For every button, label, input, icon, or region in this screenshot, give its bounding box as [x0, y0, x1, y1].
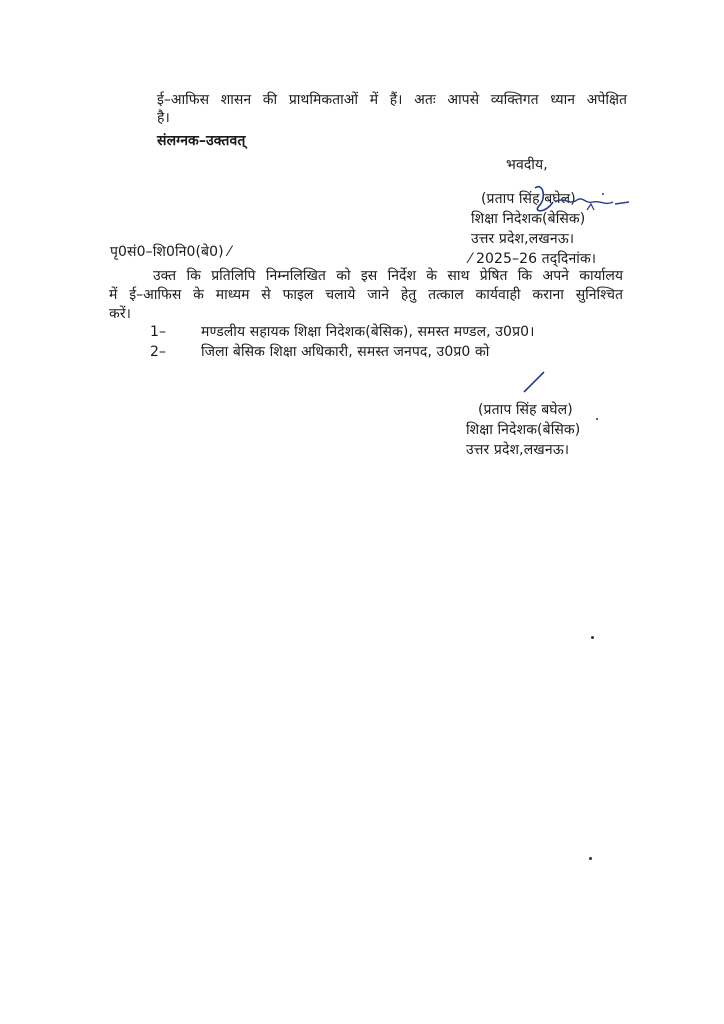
salutation: भवदीय, [506, 157, 548, 173]
endorsement-paragraph-line-3: करें। [109, 306, 132, 322]
handwritten-signature-1 [525, 180, 635, 230]
body-paragraph-line-2: है। [157, 110, 170, 126]
reference-year-date: ⁄ 2025–26 तद्‌दिनांक। [469, 251, 597, 267]
signatory-location-1: उत्तर प्रदेश,लखनऊ। [471, 231, 575, 247]
signatory-location-2: उत्तर प्रदेश,लखनऊ। [466, 442, 570, 458]
recipient-text-2: जिला बेसिक शिक्षा अधिकारी, समस्त जनपद, उ0प्र0 को [201, 344, 490, 360]
signatory-designation-1: शिक्षा निदेशक(बेसिक) [471, 211, 586, 227]
recipient-number-2: 2– [150, 344, 167, 360]
enclosure-label: संलग्नक–उक्तवत् [157, 133, 246, 149]
endorsement-paragraph-line-1: उक्त कि प्रतिलिपि निम्नलिखित को इस निर्देश के साथ प्रेषित कि अपने कार्यालय [153, 268, 623, 284]
reference-number: पृ0सं0–शि0नि0(बे0) ⁄ [110, 244, 231, 260]
signatory-designation-2: शिक्षा निदेशक(बेसिक) [466, 422, 581, 438]
signatory-name-1: (प्रताप सिंह बघेल) [481, 191, 576, 207]
body-paragraph-line-1: ई–आफिस शासन की प्राथमिकताओं में हैं। अतः आपसे व्यक्तिगत ध्यान अपेक्षित [157, 92, 627, 108]
handwritten-signature-2 [520, 368, 550, 398]
scan-speck [589, 857, 592, 860]
endorsement-paragraph-line-2: में ई–आफिस के माध्यम से फाइल चलाये जाने हेतु तत्काल कार्यवाही कराना सुनिश्चित [109, 287, 623, 303]
recipient-number-1: 1– [150, 324, 167, 340]
scan-speck [596, 418, 598, 420]
scan-speck [591, 636, 594, 639]
signatory-name-2: (प्रताप सिंह बघेल) [478, 402, 573, 418]
recipient-text-1: मण्डलीय सहायक शिक्षा निदेशक(बेसिक), समस्त मण्डल, उ0प्र0। [201, 324, 535, 340]
